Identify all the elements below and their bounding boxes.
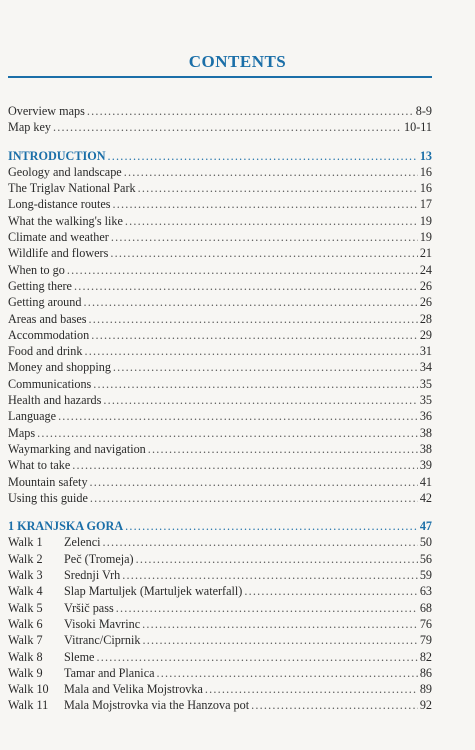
toc-entry[interactable]: Geology and landscape ..... 16 <box>8 164 432 180</box>
toc-section-heading[interactable]: 1 KRANJSKA GORA ..... 47 <box>8 518 432 534</box>
toc-walk-entry[interactable]: Walk 7 Vitranc/Ciprnik ..... 79 <box>8 632 432 648</box>
toc-entry[interactable]: Language ..... 36 <box>8 408 432 424</box>
toc-entry[interactable]: Climate and weather ..... 19 <box>8 229 432 245</box>
toc-entry[interactable]: Areas and bases ..... 28 <box>8 311 432 327</box>
toc-walk-entry[interactable]: Walk 6 Visoki Mavrinc ..... 76 <box>8 616 432 632</box>
toc-entry[interactable]: Overview maps ..... 8-9 <box>8 103 432 119</box>
page-title: CONTENTS <box>188 52 287 71</box>
toc-entry[interactable]: Accommodation ..... 29 <box>8 327 432 343</box>
toc-walk-entry[interactable]: Walk 2 Peč (Tromeja) ..... 56 <box>8 551 432 567</box>
toc-entry[interactable]: Money and shopping ..... 34 <box>8 359 432 375</box>
toc-entry[interactable]: Long-distance routes ..... 17 <box>8 196 432 212</box>
toc-walk-entry[interactable]: Walk 5 Vršič pass ..... 68 <box>8 600 432 616</box>
toc-entry[interactable]: Health and hazards ..... 35 <box>8 392 432 408</box>
title-rule <box>8 76 432 78</box>
toc-entry[interactable]: Waymarking and navigation ..... 38 <box>8 441 432 457</box>
table-of-contents <box>8 103 432 714</box>
toc-entry[interactable]: Getting there ..... 26 <box>8 278 432 294</box>
toc-entry[interactable]: Maps ..... 38 <box>8 425 432 441</box>
toc-walk-entry[interactable]: Walk 8 Sleme ..... 82 <box>8 649 432 665</box>
toc-entry[interactable]: Communications ..... 35 <box>8 376 432 392</box>
toc-walk-entry[interactable]: Walk 3 Srednji Vrh ..... 59 <box>8 567 432 583</box>
toc-walk-entry[interactable]: Walk 9 Tamar and Planica ..... 86 <box>8 665 432 681</box>
toc-walk-entry[interactable]: Walk 4 Slap Martuljek (Martuljek waterfall) ..... 63 <box>8 583 432 599</box>
toc-entry[interactable]: Using this guide ..... 42 <box>8 490 432 506</box>
toc-entry[interactable]: Mountain safety ..... 41 <box>8 474 432 490</box>
toc-entry[interactable]: When to go ..... 24 <box>8 262 432 278</box>
toc-entry[interactable]: Food and drink ..... 31 <box>8 343 432 359</box>
toc-entry[interactable]: The Triglav National Park ..... 16 <box>8 180 432 196</box>
toc-entry[interactable]: Wildlife and flowers ..... 21 <box>8 245 432 261</box>
toc-walk-entry[interactable]: Walk 10 Mala and Velika Mojstrovka ..... 89 <box>8 681 432 697</box>
toc-entry[interactable]: What the walking's like ..... 19 <box>8 213 432 229</box>
toc-walk-entry[interactable]: Walk 11 Mala Mojstrovka via the Hanzova pot ..... 92 <box>8 697 432 713</box>
toc-entry[interactable]: Map key ..... 10-11 <box>8 119 432 135</box>
toc-entry[interactable]: What to take ..... 39 <box>8 457 432 473</box>
toc-section-heading[interactable]: INTRODUCTION ..... 13 <box>8 148 432 164</box>
toc-entry[interactable]: Getting around ..... 26 <box>8 294 432 310</box>
toc-walk-entry[interactable]: Walk 1 Zelenci ..... 50 <box>8 534 432 550</box>
